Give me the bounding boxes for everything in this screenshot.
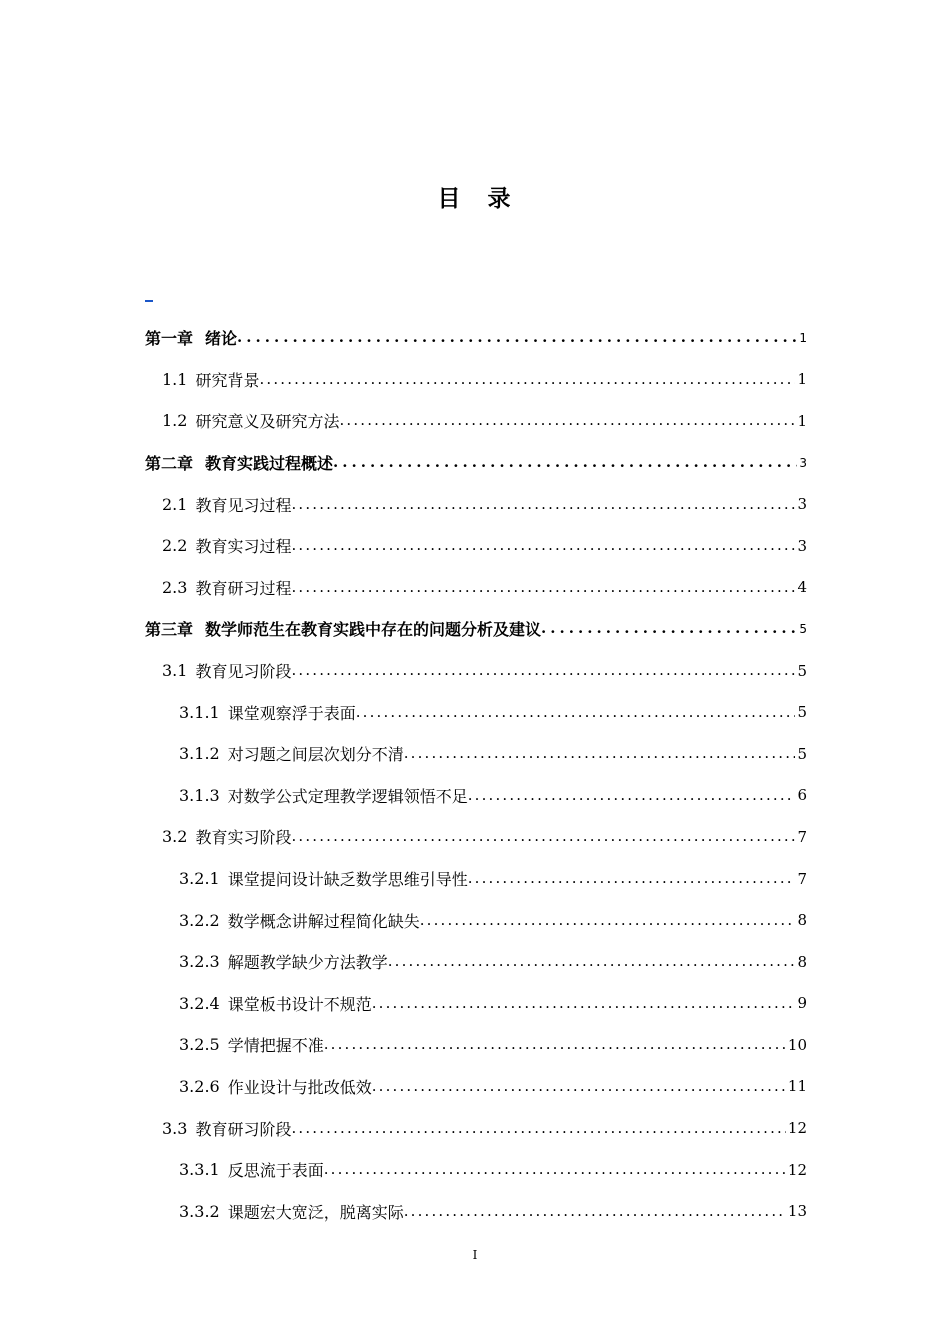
toc-dot-leader [468,871,796,886]
toc-entry-page: 5 [799,621,807,636]
toc-dot-leader [404,746,796,761]
toc-dot-leader [291,497,795,512]
toc-section-entry[interactable] [145,816,807,858]
footer-page-number: I [472,1248,478,1262]
toc-entry-number: 3.1.1 [179,702,220,722]
toc-dot-leader [291,663,795,678]
toc-entry-label: 课题宏大宽泛，脱离实际 [227,1202,404,1222]
toc-entry-label: 课堂提问设计缺乏数学思维引导性 [227,870,468,890]
toc-dot-leader [541,621,797,636]
toc-entry-label: 教育实习过程 [195,537,292,557]
toc-section-entry[interactable] [145,1024,807,1066]
toc-dot-leader [404,1204,786,1219]
toc-entry-number: 2.3 [162,577,188,597]
toc-section-entry[interactable] [145,733,807,775]
toc-entry-label: 对数学公式定理教学逻辑领悟不足 [227,786,468,806]
toc-entry-page: 12 [787,1119,807,1138]
toc-entry-number: 第二章 [145,454,194,474]
toc-dot-leader [333,455,797,470]
toc-entry-page: 8 [797,911,807,930]
toc-dot-leader [291,580,795,595]
toc-section-entry[interactable] [145,359,807,401]
toc-dot-leader [324,1162,786,1177]
toc-entry-number: 3.1.3 [179,785,220,805]
page-title: 目 录 [437,186,513,212]
toc-dot-leader [339,413,795,428]
toc-entry-number: 3.1 [162,661,188,681]
toc-entry-number: 3.2.5 [179,1035,220,1055]
toc-entry-label: 课堂观察浮于表面 [227,703,356,723]
toc-entry-page: 8 [797,952,807,971]
toc-section-entry[interactable] [145,941,807,983]
toc-section-entry[interactable] [145,775,807,817]
toc-section-entry[interactable] [145,483,807,525]
toc-entry-label: 教育实习阶段 [195,828,292,848]
toc-section-entry[interactable] [145,1107,807,1149]
toc-dot-leader [372,996,796,1011]
toc-dot-leader [237,330,797,345]
toc-entry-page: 1 [799,330,807,345]
toc-entry-number: 1.1 [162,369,188,389]
toc-entry-label: 教育研习过程 [195,578,292,598]
toc-entry-number: 3.2.4 [179,993,220,1013]
table-of-contents [145,317,807,1232]
toc-entry-label: 教育见习阶段 [195,662,292,682]
toc-entry-number: 3.3.1 [179,1160,220,1180]
toc-entry-number: 第一章 [145,329,194,349]
toc-entry-number: 2.1 [162,494,188,514]
toc-entry-number: 3.2 [162,827,188,847]
toc-chapter-entry[interactable] [145,608,807,650]
toc-entry-number: 3.2.2 [179,910,220,930]
toc-entry-number: 2.2 [162,536,188,556]
toc-entry-label: 数学概念讲解过程简化缺失 [227,911,420,931]
toc-entry-label: 绪论 [205,329,238,349]
toc-section-entry[interactable] [145,525,807,567]
toc-entry-page: 13 [787,1202,807,1221]
toc-entry-page: 3 [799,455,807,470]
toc-entry-page: 6 [797,786,807,805]
toc-entry-page: 1 [797,411,807,430]
toc-entry-label: 作业设计与批改低效 [227,1077,372,1097]
toc-entry-number: 第三章 [145,620,194,640]
toc-entry-label: 反思流于表面 [227,1161,324,1181]
cursor-marker [145,300,153,302]
toc-entry-page: 5 [797,744,807,763]
toc-dot-leader [291,1121,785,1136]
toc-chapter-entry[interactable] [145,442,807,484]
toc-dot-leader [372,1079,786,1094]
toc-entry-page: 5 [797,703,807,722]
toc-entry-page: 9 [797,994,807,1013]
toc-dot-leader [324,1037,786,1052]
toc-dot-leader [420,913,796,928]
toc-section-entry[interactable] [145,1190,807,1232]
toc-entry-page: 10 [787,1035,807,1054]
toc-entry-page: 5 [797,661,807,680]
toc-section-entry[interactable] [145,899,807,941]
toc-section-entry[interactable] [145,691,807,733]
toc-dot-leader [259,372,795,387]
toc-dot-leader [356,705,796,720]
toc-entry-label: 研究意义及研究方法 [195,412,340,432]
toc-entry-page: 4 [797,578,807,597]
toc-section-entry[interactable] [145,1066,807,1108]
toc-dot-leader [468,788,796,803]
toc-entry-label: 教育研习阶段 [195,1119,292,1139]
toc-entry-page: 12 [787,1160,807,1179]
toc-entry-number: 3.3.2 [179,1201,220,1221]
toc-section-entry[interactable] [145,650,807,692]
toc-section-entry[interactable] [145,1149,807,1191]
toc-entry-page: 7 [797,869,807,888]
toc-entry-number: 3.2.1 [179,869,220,889]
toc-chapter-entry[interactable] [145,317,807,359]
toc-entry-label: 教育实践过程概述 [205,454,334,474]
toc-entry-label: 学情把握不准 [227,1036,324,1056]
toc-entry-page: 1 [797,370,807,389]
toc-dot-leader [388,954,796,969]
toc-entry-number: 3.2.6 [179,1076,220,1096]
toc-entry-label: 对习题之间层次划分不清 [227,745,404,765]
toc-dot-leader [291,829,795,844]
toc-section-entry[interactable] [145,400,807,442]
toc-entry-page: 3 [797,536,807,555]
toc-entry-page: 3 [797,495,807,514]
toc-entry-label: 解题教学缺少方法教学 [227,953,388,973]
toc-entry-label: 研究背景 [195,370,260,390]
toc-section-entry[interactable] [145,858,807,900]
toc-entry-number: 3.2.3 [179,952,220,972]
toc-section-entry[interactable] [145,567,807,609]
toc-entry-label: 数学师范生在教育实践中存在的问题分析及建议 [205,620,542,640]
toc-entry-page: 11 [787,1077,807,1096]
toc-dot-leader [291,538,795,553]
toc-entry-label: 课堂板书设计不规范 [227,994,372,1014]
toc-entry-label: 教育见习过程 [195,495,292,515]
toc-entry-number: 1.2 [162,411,188,431]
toc-entry-number: 3.3 [162,1118,188,1138]
toc-entry-number: 3.1.2 [179,744,220,764]
toc-entry-page: 7 [797,827,807,846]
toc-section-entry[interactable] [145,983,807,1025]
